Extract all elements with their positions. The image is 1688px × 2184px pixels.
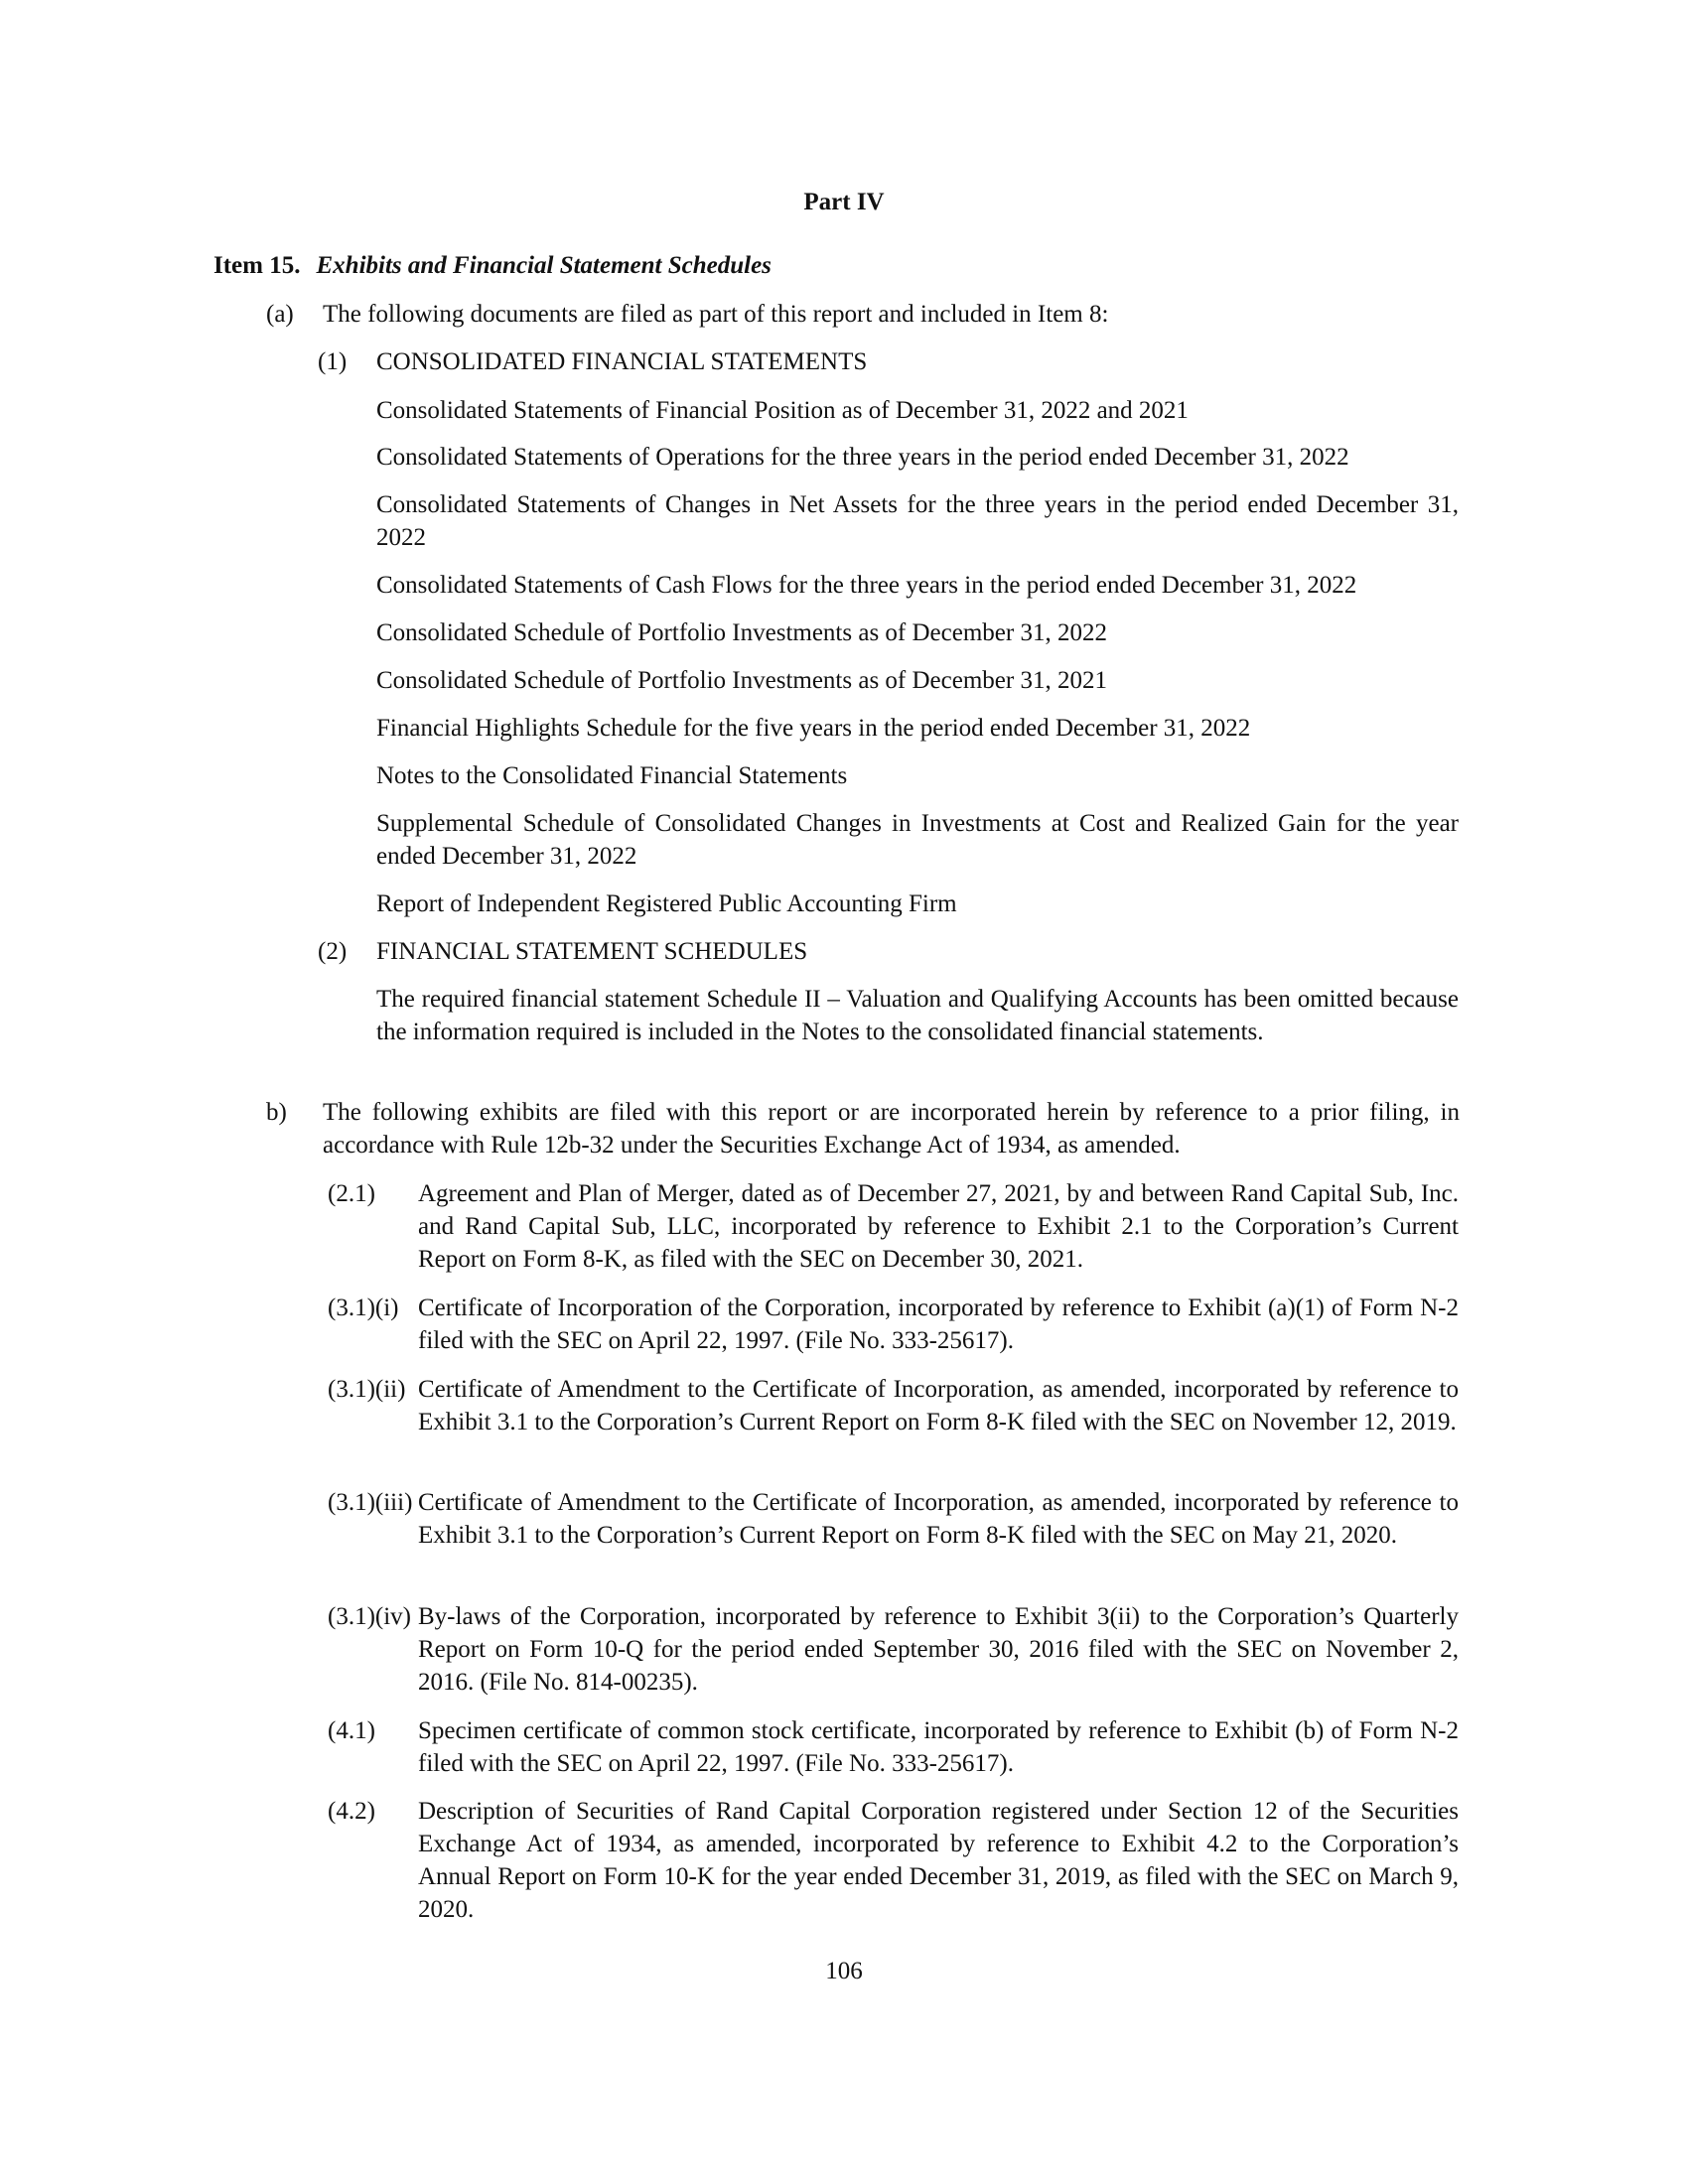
- item-title: Exhibits and Financial Statement Schedules: [316, 252, 772, 279]
- section-b-intro: The following exhibits are filed with this report or are incorporated herein by reference to a prior filing, in accordance with Rule 12b-32 under the Securities Exchange Act of 1934, as amended.: [323, 1099, 1460, 1159]
- exhibit-description: Certificate of Incorporation of the Corporation, incorporated by reference to Exhibit (a)(1) of Form N-2 filed with the SEC on April 22, 1997. (File No. 333-25617).: [418, 1295, 1459, 1354]
- part-heading: Part IV: [803, 189, 885, 215]
- item-heading: [213, 252, 772, 280]
- sub2-label: (2): [318, 938, 348, 965]
- exhibit-number: (3.1)(i): [328, 1295, 399, 1321]
- exhibit-number: (3.1)(ii): [328, 1376, 406, 1403]
- sub2-text: The required financial statement Schedule II – Valuation and Qualifying Accounts has been omitted because the information required is included in the Notes to the consolidated financial statements.: [376, 986, 1459, 1045]
- sub1-heading: CONSOLIDATED FINANCIAL STATEMENTS: [376, 348, 868, 375]
- exhibit-description: By-laws of the Corporation, incorporated by reference to Exhibit 3(ii) to the Corporation’s Quarterly Report on Form 10-Q for the period ended September 30, 2016 filed with the SEC on November 2, 2016. (File No. 814-00235).: [418, 1603, 1459, 1696]
- exhibit-description: Certificate of Amendment to the Certificate of Incorporation, as amended, incorporated by reference to Exhibit 3.1 to the Corporation’s Current Report on Form 8-K filed with the SEC on November 12, 2019.: [418, 1376, 1459, 1435]
- exhibit-number: (4.1): [328, 1717, 375, 1744]
- exhibit-number: (3.1)(iii): [328, 1489, 413, 1516]
- exhibit-description: Certificate of Amendment to the Certificate of Incorporation, as amended, incorporated by reference to Exhibit 3.1 to the Corporation’s Current Report on Form 8-K filed with the SEC on May 21, 2020.: [418, 1489, 1459, 1549]
- statement-list-item: Consolidated Schedule of Portfolio Investments as of December 31, 2021: [376, 667, 1107, 694]
- statement-list-item: Report of Independent Registered Public Accounting Firm: [376, 890, 957, 917]
- statement-list-item: Supplemental Schedule of Consolidated Changes in Investments at Cost and Realized Gain for the year ended December 31, 2022: [376, 810, 1459, 870]
- section-b-label: b): [266, 1099, 287, 1126]
- page-number: 106: [825, 1958, 863, 1984]
- statement-list-item: Financial Highlights Schedule for the five years in the period ended December 31, 2022: [376, 715, 1251, 742]
- statement-list-item: Consolidated Statements of Operations for the three years in the period ended December 31, 2022: [376, 444, 1349, 471]
- exhibit-description: Specimen certificate of common stock certificate, incorporated by reference to Exhibit (b) of Form N-2 filed with the SEC on April 22, 1997. (File No. 333-25617).: [418, 1717, 1459, 1777]
- exhibit-description: Description of Securities of Rand Capital Corporation registered under Section 12 of the Securities Exchange Act of 1934, as amended, incorporated by reference to Exhibit 4.2 to the Corporation’s Annual Report on Form 10-K for the year ended December 31, 2019, as filed with the SEC on March 9, 2020.: [418, 1798, 1459, 1923]
- statement-list-item: Consolidated Statements of Financial Position as of December 31, 2022 and 2021: [376, 397, 1189, 424]
- statement-list-item: Consolidated Statements of Cash Flows for the three years in the period ended December 31, 2022: [376, 572, 1357, 599]
- statement-list-item: Consolidated Schedule of Portfolio Investments as of December 31, 2022: [376, 619, 1107, 646]
- sub1-label: (1): [318, 348, 348, 375]
- section-a-label: (a): [266, 301, 294, 328]
- statement-list-item: Notes to the Consolidated Financial Statements: [376, 762, 848, 789]
- section-a-intro: The following documents are filed as part of this report and included in Item 8:: [323, 301, 1109, 328]
- statement-list-item: Consolidated Statements of Changes in Net Assets for the three years in the period ended December 31, 2022: [376, 491, 1459, 551]
- exhibit-number: (4.2): [328, 1798, 375, 1825]
- exhibit-description: Agreement and Plan of Merger, dated as of December 27, 2021, by and between Rand Capital Sub, Inc. and Rand Capital Sub, LLC, incorporated by reference to Exhibit 2.1 to the Corporation’s Current Report on Form 8-K, as filed with the SEC on December 30, 2021.: [418, 1180, 1459, 1273]
- item-number: Item 15.: [213, 252, 301, 279]
- exhibit-number: (3.1)(iv): [328, 1603, 411, 1630]
- sub2-heading: FINANCIAL STATEMENT SCHEDULES: [376, 938, 808, 965]
- exhibit-number: (2.1): [328, 1180, 375, 1207]
